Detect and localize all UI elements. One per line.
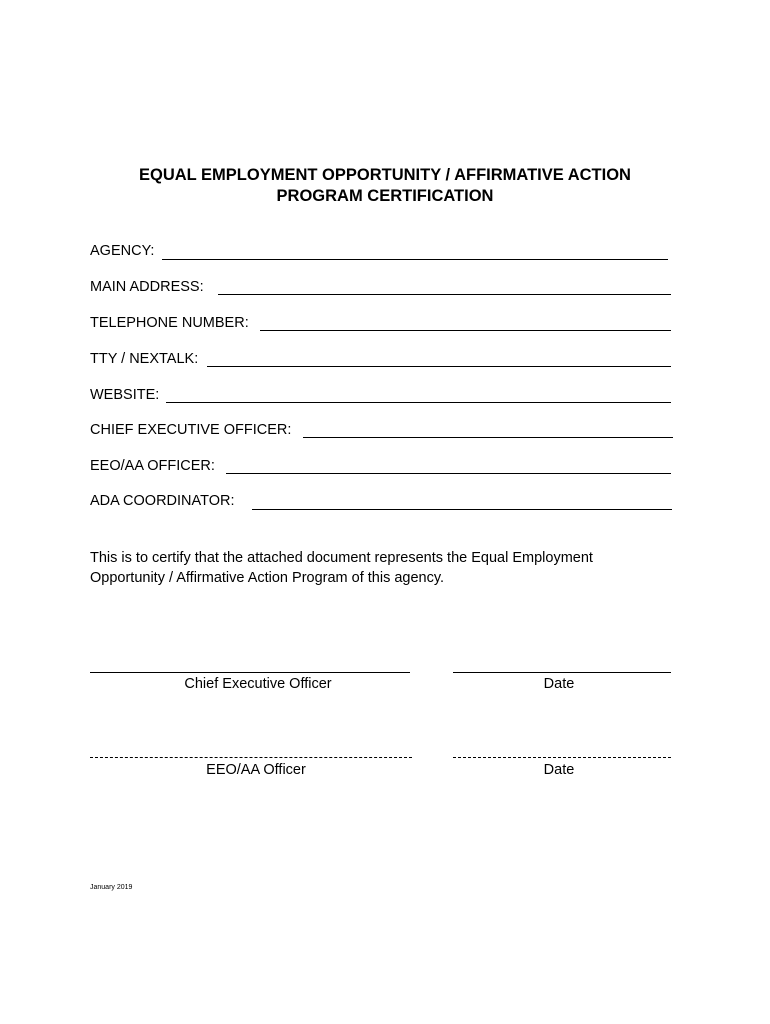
website-field[interactable]: [166, 402, 671, 403]
telephone-number-label: TELEPHONE NUMBER:: [90, 315, 249, 331]
certification-line-2: Opportunity / Affirmative Action Program of this agency.: [90, 570, 445, 586]
document-title-line-2: PROGRAM CERTIFICATION: [276, 187, 494, 205]
eeo-date-line[interactable]: [453, 757, 671, 758]
agency-field[interactable]: [162, 259, 668, 260]
main-address-label: MAIN ADDRESS:: [90, 279, 204, 295]
ada-coordinator-label: ADA COORDINATOR:: [90, 493, 235, 509]
eeo-date-caption: Date: [543, 762, 575, 778]
eeo-aa-officer-label: EEO/AA OFFICER:: [90, 458, 215, 474]
ceo-date-caption: Date: [543, 676, 575, 692]
telephone-number-field[interactable]: [260, 330, 671, 331]
ada-coordinator-field[interactable]: [252, 509, 672, 510]
eeo-aa-officer-field[interactable]: [226, 473, 671, 474]
revision-date: January 2019: [90, 884, 133, 891]
chief-executive-officer-label: CHIEF EXECUTIVE OFFICER:: [90, 422, 292, 438]
main-address-field[interactable]: [218, 294, 671, 295]
certification-statement: [90, 548, 690, 588]
tty-nextalk-field[interactable]: [207, 366, 671, 367]
eeo-signature-caption: EEO/AA Officer: [206, 762, 306, 778]
eeo-signature-line[interactable]: [90, 757, 412, 758]
ceo-signature-line[interactable]: [90, 672, 410, 673]
chief-executive-officer-field[interactable]: [303, 437, 673, 438]
ceo-signature-caption: Chief Executive Officer: [184, 676, 332, 692]
tty-nextalk-label: TTY / NEXTALK:: [90, 351, 199, 367]
ceo-date-line[interactable]: [453, 672, 671, 673]
website-label: WEBSITE:: [90, 387, 160, 403]
document-title-line-1: EQUAL EMPLOYMENT OPPORTUNITY / AFFIRMATIVE ACTION: [139, 166, 631, 184]
agency-label: AGENCY:: [90, 243, 155, 259]
certification-line-1: This is to certify that the attached document represents the Equal Employment: [90, 550, 593, 566]
